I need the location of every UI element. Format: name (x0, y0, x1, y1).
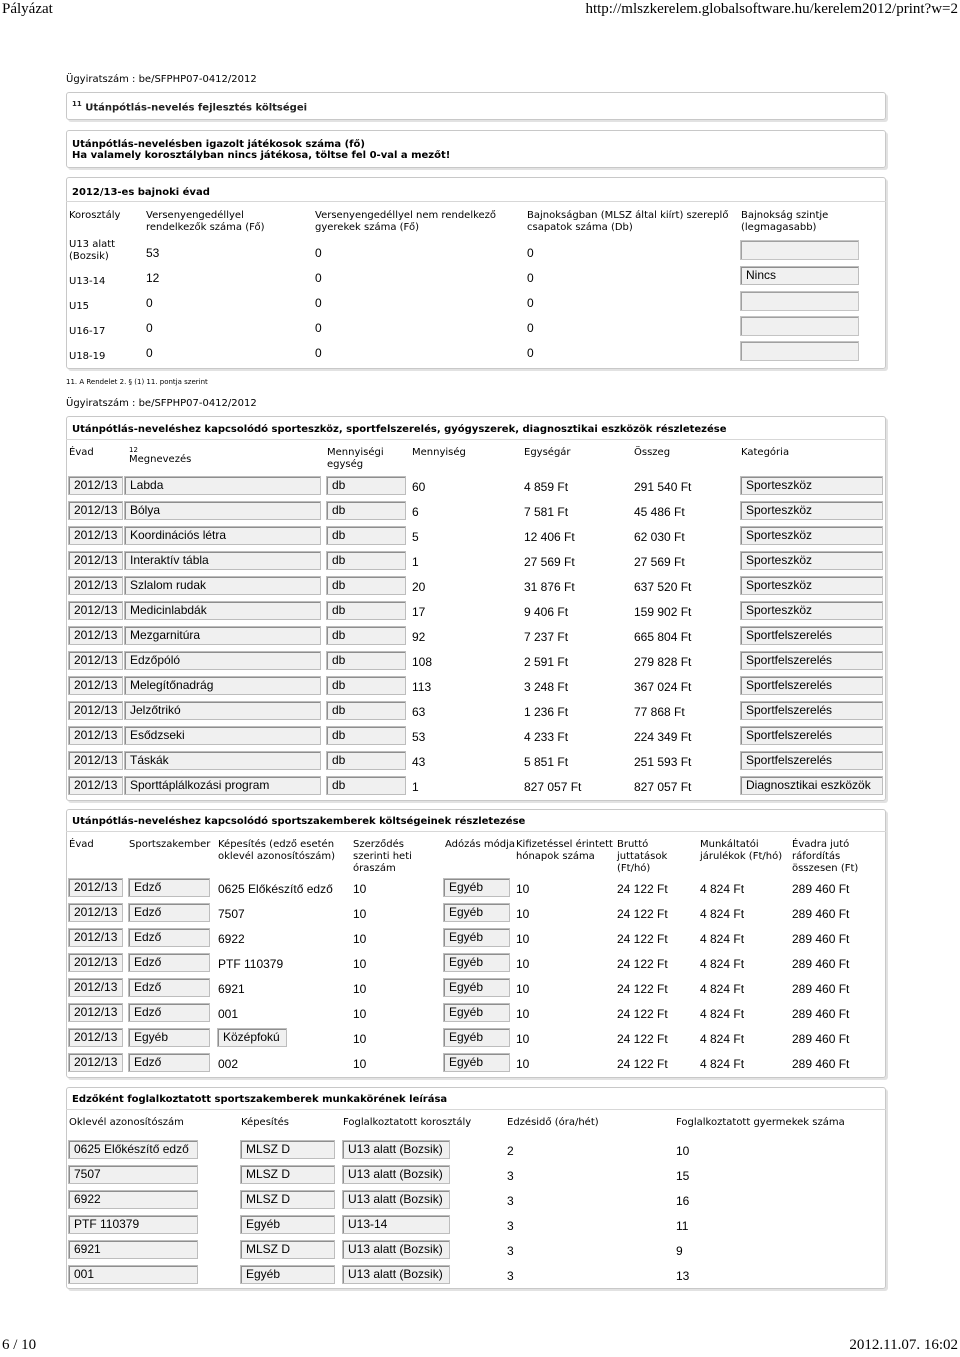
coach-age-field[interactable]: U13 alatt (Bozsik) (342, 1165, 450, 1184)
season-row-unlicensed: 0 (315, 321, 322, 335)
equip-unit-field[interactable]: db (326, 526, 406, 545)
equip-name-field[interactable]: Esődzseki (124, 726, 321, 745)
equip-category-field[interactable]: Sportfelszerelés (740, 676, 883, 695)
staff-tax-field[interactable]: Egyéb (443, 903, 510, 922)
equip-qty: 6 (412, 505, 419, 519)
players-notice-line2: Ha valamely korosztályban nincs játékosa, töltse fel 0-val a mezőt! (72, 150, 451, 161)
coach-children: 10 (676, 1144, 690, 1158)
staff-qual: 7507 (218, 907, 245, 921)
season-header-age: Korosztály (69, 210, 121, 221)
staff-months: 10 (516, 957, 530, 971)
staff-annual: 289 460 Ft (792, 1032, 850, 1046)
staff-employer: 4 824 Ft (700, 1057, 745, 1071)
coach-cert-field[interactable]: 7507 (68, 1165, 198, 1184)
equip-year-field[interactable]: 2012/13 (68, 776, 123, 795)
equip-unit-field[interactable]: db (326, 626, 406, 645)
equip-qty: 63 (412, 705, 426, 719)
season-header-unlicensed: Versenyengedéllyel nem rendelkező gyerekek száma (Fő) (315, 210, 497, 233)
equip-total: 367 024 Ft (634, 680, 692, 694)
equip-total: 62 030 Ft (634, 530, 685, 544)
equip-category-field[interactable]: Sportfelszerelés (740, 626, 883, 645)
coach-cert-field[interactable]: 0625 Előkészítő edző (68, 1140, 198, 1159)
season-row-unlicensed: 0 (315, 271, 322, 285)
staff-employer: 4 824 Ft (700, 907, 745, 921)
equip-year-field[interactable]: 2012/13 (68, 601, 123, 620)
staff-hours: 10 (353, 882, 367, 896)
coach-children: 11 (676, 1219, 689, 1233)
equip-price: 1 236 Ft (524, 705, 569, 719)
season-footnote: 11. A Rendelet 2. § (1) 11. pontja szerint (66, 378, 208, 386)
equip-unit-field[interactable]: db (326, 776, 406, 795)
staff-qual: 6922 (218, 932, 245, 946)
staff-gross: 24 122 Ft (617, 982, 668, 996)
season-row-licensed: 53 (146, 246, 160, 260)
equip-year-field[interactable]: 2012/13 (68, 576, 123, 595)
season-row-unlicensed: 0 (315, 296, 322, 310)
equip-price: 5 851 Ft (524, 755, 569, 769)
coach-children: 13 (676, 1269, 690, 1283)
coach-children: 16 (676, 1194, 690, 1208)
equip-category-field[interactable]: Diagnosztikai eszközök (740, 776, 883, 795)
staff-year-field[interactable]: 2012/13 (68, 953, 123, 972)
staff-year-field[interactable]: 2012/13 (68, 878, 123, 897)
coach-qual-field[interactable]: MLSZ D (240, 1140, 335, 1159)
equip-qty: 1 (412, 555, 419, 569)
coach-cert-field[interactable]: 6922 (68, 1190, 198, 1209)
equip-year-field[interactable]: 2012/13 (68, 701, 123, 720)
coach-header-qual: Képesítés (241, 1117, 289, 1128)
season-row-teams: 0 (527, 321, 534, 335)
staff-annual: 289 460 Ft (792, 907, 850, 921)
season-row-age: U16-17 (69, 326, 106, 337)
equip-year-field[interactable]: 2012/13 (68, 726, 123, 745)
staff-hours: 10 (353, 1057, 367, 1071)
season-row-age: U13-14 (69, 276, 106, 287)
staff-employer: 4 824 Ft (700, 957, 745, 971)
season-row-level-field[interactable] (740, 341, 859, 361)
season-row-licensed: 0 (146, 296, 153, 310)
equip-total: 665 804 Ft (634, 630, 692, 644)
staff-header-annual: Évadra jutó ráfordítás összesen (Ft) (792, 839, 859, 874)
staff-header-gross: Bruttó juttatások (Ft/hó) (617, 839, 668, 874)
coach-age-field[interactable]: U13-14 (342, 1215, 450, 1234)
equip-name-field[interactable]: Mezgarnitúra (124, 626, 321, 645)
season-row-level-field[interactable] (740, 291, 859, 311)
staff-header-person: Sportszakember (129, 839, 211, 850)
staff-months: 10 (516, 1057, 530, 1071)
season-header-licensed: Versenyengedéllyel rendelkezők száma (Fő) (146, 210, 265, 233)
season-row-unlicensed: 0 (315, 246, 322, 260)
staff-qual-field[interactable]: Középfokú (217, 1028, 287, 1047)
equip-price: 827 057 Ft (524, 780, 582, 794)
equip-year-field[interactable]: 2012/13 (68, 651, 123, 670)
staff-header-months: Kifizetéssel érintett hónapok száma (516, 839, 613, 862)
staff-tax-field[interactable]: Egyéb (443, 928, 510, 947)
equip-category-field[interactable]: Sportfelszerelés (740, 651, 883, 670)
equip-name-field[interactable]: Interaktív tábla (124, 551, 321, 570)
coach-hours: 3 (507, 1169, 514, 1183)
equip-name-field[interactable]: Bólya (124, 501, 321, 520)
coach-age-field[interactable]: U13 alatt (Bozsik) (342, 1265, 450, 1284)
equip-name-field[interactable]: Jelzőtrikó (124, 701, 321, 720)
staff-person-field[interactable]: Edző (128, 903, 210, 922)
equip-total: 251 593 Ft (634, 755, 692, 769)
coach-qual-field[interactable]: Egyéb (240, 1265, 335, 1284)
staff-person-field[interactable]: Egyéb (128, 1028, 210, 1047)
season-row-age: U18-19 (69, 351, 106, 362)
equip-unit-field[interactable]: db (326, 676, 406, 695)
coach-hours: 2 (507, 1144, 514, 1158)
equip-qty: 53 (412, 730, 426, 744)
equip-qty: 1 (412, 780, 419, 794)
equip-qty: 43 (412, 755, 426, 769)
coach-title: Edzőként foglalkoztatott sportszakemberek munkakörének leírása (72, 1094, 448, 1105)
staff-qual: 0625 Előkészítő edző (218, 882, 333, 896)
equip-total: 279 828 Ft (634, 655, 692, 669)
season-row-teams: 0 (527, 346, 534, 360)
staff-header-tax: Adózás módja (445, 839, 516, 850)
equipment-title: Utánpótlás-neveléshez kapcsolódó sporteszköz, sportfelszerelés, gyógyszerek, diagnosztikai eszközök részletezése (72, 424, 727, 435)
equip-unit-field[interactable]: db (326, 476, 406, 495)
coach-age-field[interactable]: U13 alatt (Bozsik) (342, 1190, 450, 1209)
season-row-level-field[interactable] (740, 316, 859, 336)
staff-employer: 4 824 Ft (700, 932, 745, 946)
season-row-level-field[interactable]: Nincs (740, 266, 859, 285)
section-11-box (66, 92, 886, 120)
staff-person-field[interactable]: Edző (128, 1003, 210, 1022)
equip-unit-field[interactable]: db (326, 576, 406, 595)
equip-price: 9 406 Ft (524, 605, 569, 619)
staff-year-field[interactable]: 2012/13 (68, 978, 123, 997)
staff-gross: 24 122 Ft (617, 1007, 668, 1021)
staff-year-field[interactable]: 2012/13 (68, 903, 123, 922)
coach-header-cert: Oklevél azonosítószám (69, 1117, 184, 1128)
coach-qual-field[interactable]: MLSZ D (240, 1240, 335, 1259)
equip-price: 31 876 Ft (524, 580, 575, 594)
staff-tax-field[interactable]: Egyéb (443, 1003, 510, 1022)
staff-annual: 289 460 Ft (792, 1057, 850, 1071)
coach-header-age: Foglalkoztatott korosztály (343, 1117, 472, 1128)
equip-unit-field[interactable]: db (326, 501, 406, 520)
equip-price: 4 233 Ft (524, 730, 569, 744)
staff-tax-field[interactable]: Egyéb (443, 978, 510, 997)
equip-qty: 92 (412, 630, 426, 644)
equip-header-price: Egységár (524, 447, 571, 458)
coach-hours: 3 (507, 1269, 514, 1283)
equip-price: 4 859 Ft (524, 480, 569, 494)
equip-year-field[interactable]: 2012/13 (68, 626, 123, 645)
section-11-number: 11 (72, 100, 82, 108)
page-header-left: Pályázat (2, 1, 53, 17)
equip-price: 7 581 Ft (524, 505, 569, 519)
equip-header-name-sup: 12 (129, 446, 138, 454)
page-footer-page: 6 / 10 (2, 1337, 37, 1353)
season-row-teams: 0 (527, 246, 534, 260)
staff-employer: 4 824 Ft (700, 982, 745, 996)
staff-gross: 24 122 Ft (617, 907, 668, 921)
staff-person-field[interactable]: Edző (128, 1053, 210, 1072)
coach-header-hours: Edzésidő (óra/hét) (507, 1117, 599, 1128)
staff-person-field[interactable]: Edző (128, 928, 210, 947)
staff-year-field[interactable]: 2012/13 (68, 928, 123, 947)
coach-age-field[interactable]: U13 alatt (Bozsik) (342, 1140, 450, 1159)
equip-name-field[interactable]: Koordinációs létra (124, 526, 321, 545)
staff-annual: 289 460 Ft (792, 957, 850, 971)
coach-qual-field[interactable]: MLSZ D (240, 1165, 335, 1184)
page-header-url[interactable]: http://mlszkerelem.globalsoftware.hu/kerelem2012/print?w=2 (585, 1, 958, 17)
case-number: Ügyiratszám : be/SFPHP07-0412/2012 (66, 398, 257, 409)
equip-category-field[interactable]: Sporteszköz (740, 601, 883, 620)
coach-hours: 3 (507, 1194, 514, 1208)
staff-year-field[interactable]: 2012/13 (68, 1028, 123, 1047)
equip-qty: 20 (412, 580, 426, 594)
staff-employer: 4 824 Ft (700, 882, 745, 896)
equip-header-year: Évad (69, 447, 94, 458)
equip-header-qty: Mennyiség (412, 447, 466, 458)
equip-year-field[interactable]: 2012/13 (68, 551, 123, 570)
staff-gross: 24 122 Ft (617, 1057, 668, 1071)
equip-total: 45 486 Ft (634, 505, 685, 519)
coach-children: 9 (676, 1244, 683, 1258)
season-row-age: U15 (69, 301, 90, 312)
staff-qual: 6921 (218, 982, 245, 996)
staff-gross: 24 122 Ft (617, 932, 668, 946)
staff-months: 10 (516, 907, 530, 921)
equip-name-field[interactable]: Melegítőnadrág (124, 676, 321, 695)
staff-tax-field[interactable]: Egyéb (443, 953, 510, 972)
equip-name-field[interactable]: Medicinlabdák (124, 601, 321, 620)
equip-category-field[interactable]: Sporteszköz (740, 501, 883, 520)
staff-header-employer: Munkáltatói járulékok (Ft/hó) (700, 839, 783, 862)
equip-year-field[interactable]: 2012/13 (68, 501, 123, 520)
staff-person-field[interactable]: Edző (128, 953, 210, 972)
staff-employer: 4 824 Ft (700, 1032, 745, 1046)
equip-total: 637 520 Ft (634, 580, 692, 594)
players-notice-line1: Utánpótlás-nevelésben igazolt játékosok száma (fő) (72, 139, 365, 150)
equip-qty: 5 (412, 530, 419, 544)
staff-gross: 24 122 Ft (617, 957, 668, 971)
season-row-licensed: 0 (146, 321, 153, 335)
staff-person-field[interactable]: Edző (128, 878, 210, 897)
equip-category-field[interactable]: Sportfelszerelés (740, 726, 883, 745)
equip-unit-field[interactable]: db (326, 601, 406, 620)
equip-name-field[interactable]: Sporttáplálkozási program (124, 776, 321, 795)
staff-hours: 10 (353, 1032, 367, 1046)
section-11-title: Utánpótlás-nevelés fejlesztés költségei (85, 102, 308, 114)
coach-qual-field[interactable]: MLSZ D (240, 1190, 335, 1209)
staff-hours: 10 (353, 957, 367, 971)
staff-qual: 001 (218, 1007, 239, 1021)
equip-price: 7 237 Ft (524, 630, 569, 644)
coach-age-field[interactable]: U13 alatt (Bozsik) (342, 1240, 450, 1259)
season-row-level-field[interactable] (740, 240, 859, 260)
equip-header-name: Megnevezés (129, 454, 192, 465)
staff-months: 10 (516, 982, 530, 996)
staff-hours: 10 (353, 907, 367, 921)
equip-total: 27 569 Ft (634, 555, 685, 569)
equip-unit-field[interactable]: db (326, 726, 406, 745)
staff-header-year: Évad (69, 839, 94, 850)
case-number: Ügyiratszám : be/SFPHP07-0412/2012 (66, 74, 257, 85)
staff-qual: 002 (218, 1057, 239, 1071)
season-row-teams: 0 (527, 271, 534, 285)
equip-category-field[interactable]: Sporteszköz (740, 476, 883, 495)
staff-header-hours: Szerződés szerinti heti óraszám (353, 839, 412, 874)
staff-gross: 24 122 Ft (617, 882, 668, 896)
staff-gross: 24 122 Ft (617, 1032, 668, 1046)
staff-months: 10 (516, 1032, 530, 1046)
coach-cert-field[interactable]: PTF 110379 (68, 1215, 198, 1234)
equip-qty: 60 (412, 480, 426, 494)
staff-months: 10 (516, 1007, 530, 1021)
staff-tax-field[interactable]: Egyéb (443, 1053, 510, 1072)
staff-annual: 289 460 Ft (792, 1007, 850, 1021)
equip-category-field[interactable]: Sportfelszerelés (740, 701, 883, 720)
equip-total: 224 349 Ft (634, 730, 692, 744)
staff-person-field[interactable]: Edző (128, 978, 210, 997)
equip-header-unit: Mennyiségi egység (327, 447, 384, 470)
equip-header-total: Összeg (634, 447, 671, 458)
staff-year-field[interactable]: 2012/13 (68, 1053, 123, 1072)
staff-employer: 4 824 Ft (700, 1007, 745, 1021)
equip-price: 27 569 Ft (524, 555, 575, 569)
equip-unit-field[interactable]: db (326, 551, 406, 570)
coach-header-children: Foglalkoztatott gyermekek száma (676, 1117, 845, 1128)
staff-hours: 10 (353, 932, 367, 946)
equip-qty: 113 (412, 680, 432, 694)
equip-year-field[interactable]: 2012/13 (68, 526, 123, 545)
coach-children: 15 (676, 1169, 690, 1183)
equip-unit-field[interactable]: db (326, 751, 406, 770)
equip-category-field[interactable]: Sportfelszerelés (740, 751, 883, 770)
page-footer-datetime: 2012.11.07. 16:02 (849, 1337, 958, 1353)
staff-months: 10 (516, 882, 530, 896)
equip-total: 77 868 Ft (634, 705, 685, 719)
season-header-teams: Bajnokságban (MLSZ által kiírt) szereplő csapatok száma (Db) (527, 210, 729, 233)
equip-qty: 17 (412, 605, 426, 619)
equip-year-field[interactable]: 2012/13 (68, 676, 123, 695)
season-row-licensed: 12 (146, 271, 160, 285)
coach-cert-field[interactable]: 6921 (68, 1240, 198, 1259)
equip-name-field[interactable]: Szlalom rudak (124, 576, 321, 595)
staff-hours: 10 (353, 982, 367, 996)
equip-price: 3 248 Ft (524, 680, 569, 694)
staff-annual: 289 460 Ft (792, 982, 850, 996)
equip-total: 827 057 Ft (634, 780, 692, 794)
staff-qual: PTF 110379 (218, 957, 284, 971)
equip-total: 159 902 Ft (634, 605, 692, 619)
equip-name-field[interactable]: Labda (124, 476, 321, 495)
staff-year-field[interactable]: 2012/13 (68, 1003, 123, 1022)
equip-price: 12 406 Ft (524, 530, 575, 544)
season-row-teams: 0 (527, 296, 534, 310)
equip-unit-field[interactable]: db (326, 651, 406, 670)
equip-qty: 108 (412, 655, 433, 669)
coach-qual-field[interactable]: Egyéb (240, 1215, 335, 1234)
staff-annual: 289 460 Ft (792, 932, 850, 946)
season-row-age: U13 alatt (Bozsik) (69, 239, 116, 262)
season-title: 2012/13-es bajnoki évad (72, 187, 210, 198)
staff-annual: 289 460 Ft (792, 882, 850, 896)
equip-category-field[interactable]: Sporteszköz (740, 526, 883, 545)
staff-hours: 10 (353, 1007, 367, 1021)
equip-name-field[interactable]: Edzőpóló (124, 651, 321, 670)
equip-category-field[interactable]: Sporteszköz (740, 576, 883, 595)
players-notice-box (66, 130, 886, 168)
season-header-level: Bajnokság szintje (legmagasabb) (741, 210, 829, 233)
equip-name-field[interactable]: Táskák (124, 751, 321, 770)
staff-title: Utánpótlás-neveléshez kapcsolódó sportszakemberek költségeinek részletezése (72, 816, 526, 827)
season-row-unlicensed: 0 (315, 346, 322, 360)
staff-months: 10 (516, 932, 530, 946)
equip-total: 291 540 Ft (634, 480, 692, 494)
coach-hours: 3 (507, 1219, 514, 1233)
equip-year-field[interactable]: 2012/13 (68, 751, 123, 770)
equip-category-field[interactable]: Sporteszköz (740, 551, 883, 570)
staff-tax-field[interactable]: Egyéb (443, 1028, 510, 1047)
equip-header-category: Kategória (741, 447, 790, 458)
equip-year-field[interactable]: 2012/13 (68, 476, 123, 495)
equip-unit-field[interactable]: db (326, 701, 406, 720)
coach-hours: 3 (507, 1244, 514, 1258)
coach-cert-field[interactable]: 001 (68, 1265, 198, 1284)
equip-price: 2 591 Ft (524, 655, 569, 669)
staff-header-qual: Képesítés (edző esetén oklevél azonosítószám) (218, 839, 336, 862)
season-row-licensed: 0 (146, 346, 153, 360)
staff-tax-field[interactable]: Egyéb (443, 878, 510, 897)
